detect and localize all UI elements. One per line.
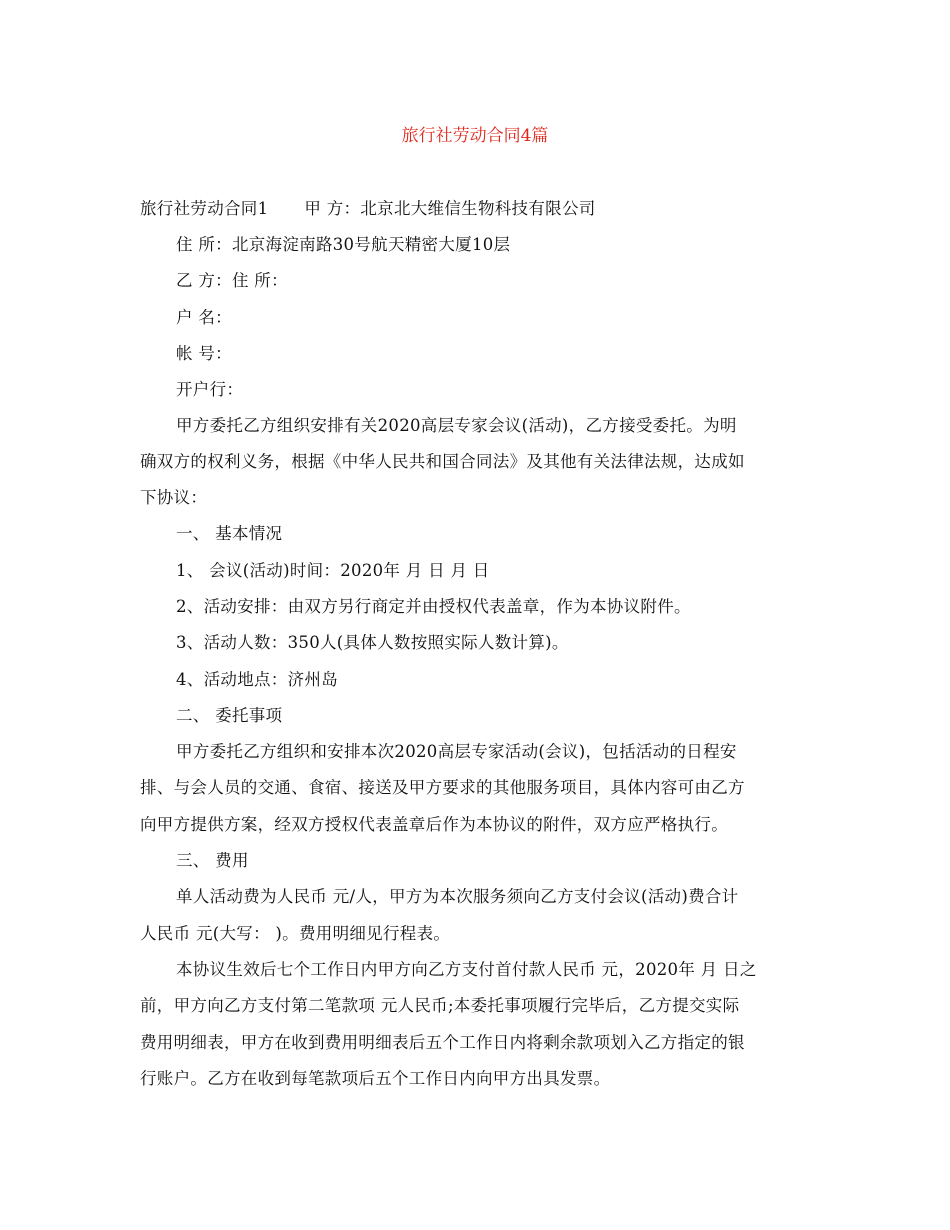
paragraph-line: 甲方委托乙方组织和安排本次2020高层专家活动(会议)，包括活动的日程安 bbox=[176, 742, 737, 761]
paragraph-line: 人民币 元(大写： )。费用明细见行程表。 bbox=[140, 924, 451, 943]
intro-line: 甲方委托乙方组织安排有关2020高层专家会议(活动)，乙方接受委托。为明 bbox=[176, 416, 737, 435]
party-a-line: 甲 方：北京北大维信生物科技有限公司 bbox=[304, 199, 596, 218]
party-b-line: 乙 方：住 所： bbox=[176, 271, 288, 290]
list-item: 2、活动安排：由双方另行商定并由授权代表盖章，作为本协议附件。 bbox=[176, 597, 691, 616]
list-item: 3、活动人数：350人(具体人数按照实际人数计算)。 bbox=[176, 633, 569, 652]
header-line bbox=[140, 197, 812, 221]
paragraph-line: 前，甲方向乙方支付第二笔款项 元人民币;本委托事项履行完毕后，乙方提交实际 bbox=[140, 996, 740, 1015]
contract-number: 旅行社劳动合同1 bbox=[140, 199, 269, 218]
account-name-line: 户 名： bbox=[176, 308, 232, 327]
bank-line: 开户行： bbox=[176, 380, 244, 399]
list-item: 1、 会议(活动)时间：2020年 月 日 月 日 bbox=[176, 561, 490, 580]
paragraph-line: 行账户。乙方在收到每笔款项后五个工作日内向甲方出具发票。 bbox=[140, 1069, 611, 1088]
paragraph-line: 单人活动费为人民币 元/人，甲方为本次服务须向乙方支付会议(活动)费合计 bbox=[176, 887, 739, 906]
paragraph-line: 向甲方提供方案，经双方授权代表盖章后作为本协议的附件，双方应严格执行。 bbox=[140, 815, 728, 834]
paragraph-line: 排、与会人员的交通、食宿、接送及甲方要求的其他服务项目，具体内容可由乙方 bbox=[140, 778, 745, 797]
account-number-line: 帐 号： bbox=[176, 344, 232, 363]
intro-line: 确双方的权利义务，根据《中华人民共和国合同法》及其他有关法律法规，达成如 bbox=[140, 452, 745, 471]
list-item: 4、活动地点：济州岛 bbox=[176, 670, 338, 689]
party-a-address: 住 所：北京海淀南路30号航天精密大厦10层 bbox=[176, 235, 511, 254]
paragraph-line: 费用明细表，甲方在收到费用明细表后五个工作日内将剩余款项划入乙方指定的银 bbox=[140, 1033, 745, 1052]
intro-line: 下协议： bbox=[140, 488, 208, 507]
section-heading: 二、 委托事项 bbox=[176, 706, 283, 725]
section-heading: 三、 费用 bbox=[176, 851, 249, 870]
paragraph-line: 本协议生效后七个工作日内甲方向乙方支付首付款人民币 元，2020年 月 日之 bbox=[176, 960, 757, 979]
section-heading: 一、 基本情况 bbox=[176, 524, 283, 543]
document-title: 旅行社劳动合同4篇 bbox=[401, 126, 549, 146]
